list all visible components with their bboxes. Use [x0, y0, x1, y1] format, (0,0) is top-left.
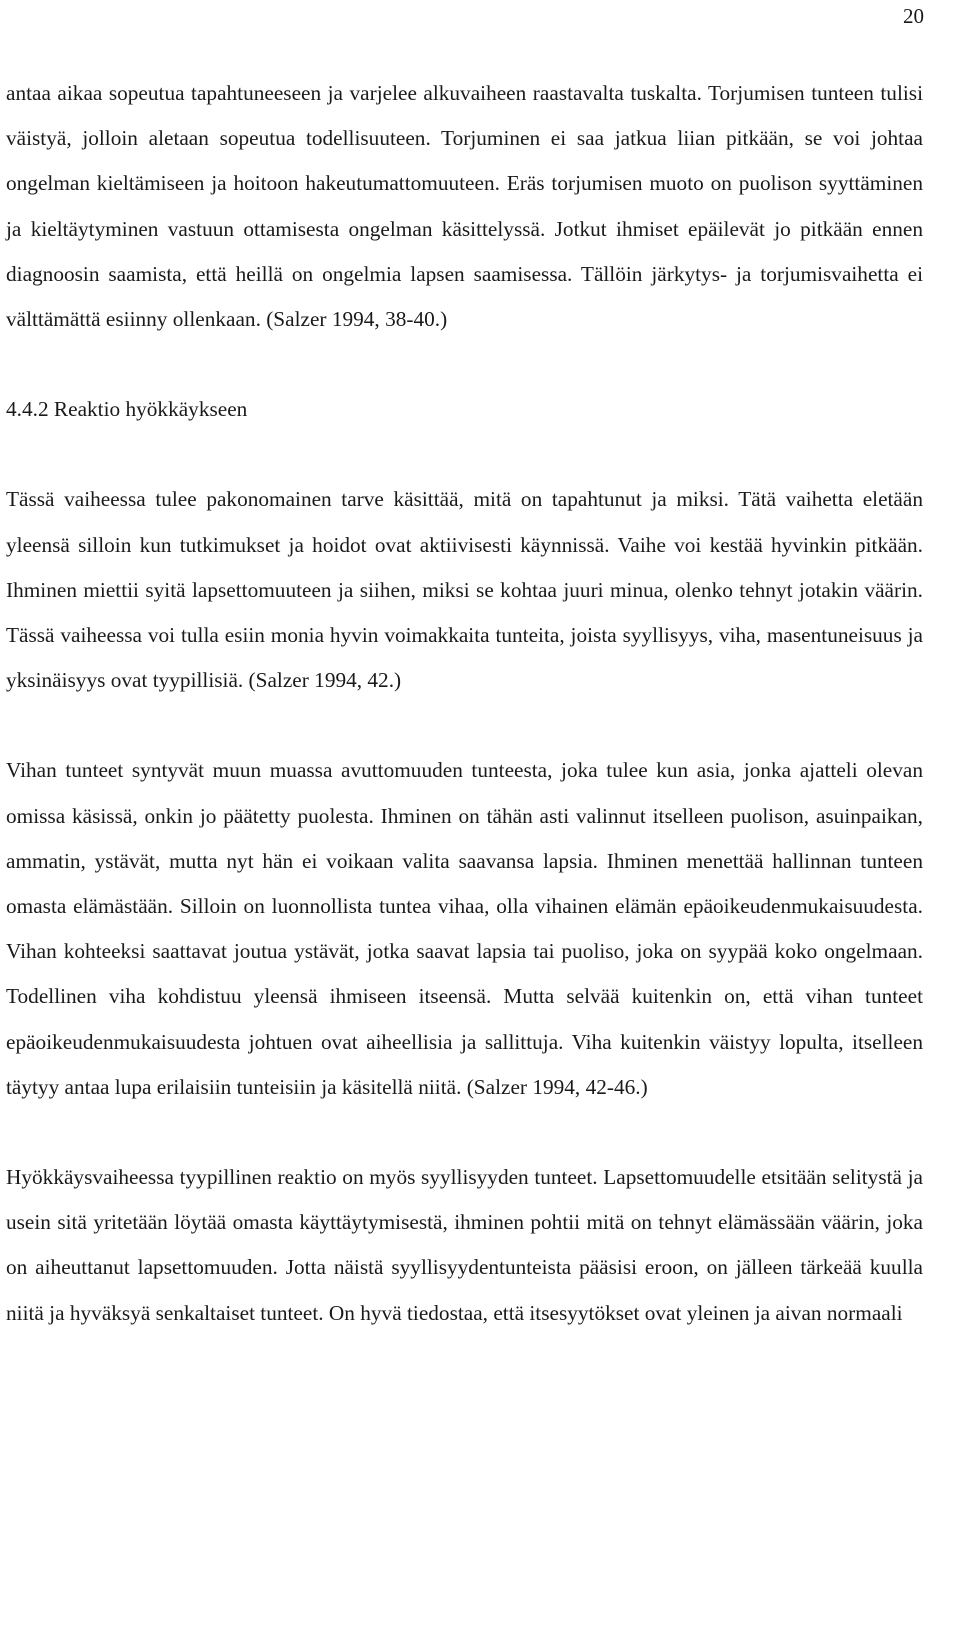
paragraph-denial-phase: antaa aikaa sopeutua tapahtuneeseen ja varjelee alkuvaiheen raastavalta tuskalta. Torjumisen tunteen tulisi väistyä, jolloin aletaan sopeutua todellisuuteen. Torjuminen ei saa jatkua liian pitkään, se voi johtaa ongelman kieltämiseen ja hoitoon hakeutumattomuuteen. Eräs torjumisen muoto on puolison syyttäminen ja kieltäytyminen vastuun ottamisesta ongelman käsittelyssä. Jotkut ihmiset epäilevät jo pitkään ennen diagnoosin saamista, että heillä on ongelmia lapsen saamisessa. Tällöin järkytys- ja torjumisvaihetta ei välttämättä esiinny ollenkaan. (Salzer 1994, 38-40.) [6, 81, 923, 332]
paragraph-attack-phase: Tässä vaiheessa tulee pakonomainen tarve käsittää, mitä on tapahtunut ja miksi. Tätä vaihetta eletään yleensä silloin kun tutkimukset ja hoidot ovat aktiivisesti käynnissä. Vaihe voi kestää hyvinkin pitkään. Ihminen miettii syitä lapsettomuuteen ja siihen, miksi se kohtaa juuri minua, olenko tehnyt jotakin väärin. Tässä vaiheessa voi tulla esiin monia hyvin voimakkaita tunteita, joista syyllisyys, viha, masentuneisuus ja yksinäisyys ovat tyypillisiä. (Salzer 1994, 42.) [6, 487, 923, 693]
section-heading: 4.4.2 Reaktio hyökkäykseen [6, 397, 248, 422]
page-content [6, 71, 923, 1336]
paragraph-spacer [6, 1110, 923, 1155]
paragraph-spacer [6, 342, 923, 387]
paragraph-anger-feelings: Vihan tunteet syntyvät muun muassa avuttomuuden tunteesta, joka tulee kun asia, jonka ajatteli olevan omissa käsissä, onkin jo päätetty puolesta. Ihminen on tähän asti valinnut itselleen puolison, asuinpaikan, ammatin, ystävät, mutta nyt hän ei voikaan valita saavansa lapsia. Ihminen menettää hallinnan tunteen omasta elämästään. Silloin on luonnollista tuntea vihaa, olla vihainen elämän epäoikeudenmukaisuudesta. Vihan kohteeksi saattavat joutua ystävät, jotka saavat lapsia tai puoliso, joka on syypää koko ongelmaan. Todellinen viha kohdistuu yleensä ihmiseen itseensä. Mutta selvää kuitenkin on, että vihan tunteet epäoikeudenmukaisuudesta johtuen ovat aiheellisia ja sallittuja. Viha kuitenkin väistyy lopulta, itselleen täytyy antaa lupa erilaisiin tunteisiin ja käsitellä niitä. (Salzer 1994, 42-46.) [6, 758, 923, 1099]
paragraph-spacer [6, 703, 923, 748]
paragraph-guilt-feelings: Hyökkäysvaiheessa tyypillinen reaktio on myös syyllisyyden tunteet. Lapsettomuudelle etsitään selitystä ja usein sitä yritetään löytää omasta käyttäytymisestä, ihminen pohtii mitä on tehnyt elämässään väärin, joka on aiheuttanut lapsettomuuden. Jotta näistä syyllisyydentunteista pääsisi eroon, on jälleen tärkeää kuulla niitä ja hyväksyä senkaltaiset tunteet. On hyvä tiedostaa, että itsesyytökset ovat yleinen ja aivan normaali [6, 1165, 923, 1325]
paragraph-spacer [6, 432, 923, 477]
page-number: 20 [903, 4, 924, 28]
